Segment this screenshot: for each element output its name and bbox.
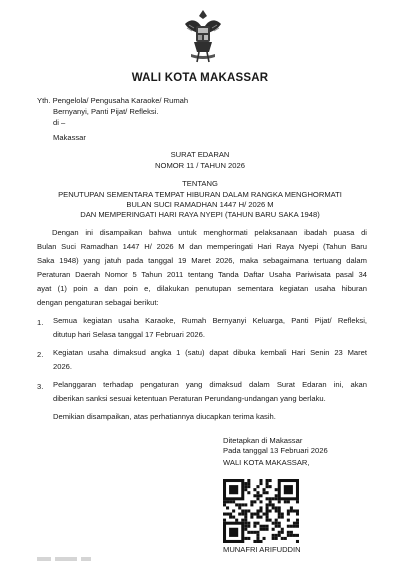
item-number: 3. [37, 382, 44, 391]
letter-subject-3: DAN MEMPERINGATI HARI RAYA NYEPI (TAHUN BARU SAKA 1948) [80, 210, 320, 219]
item-line: 2026. [53, 362, 73, 371]
letter-about: TENTANG [182, 179, 218, 188]
item-line: Semua kegiatan usaha Karaoke, Rumah Bernyanyi Keluarga, Panti Pijat/ Refleksi, [53, 316, 367, 325]
letter-type: SURAT EDARAN [170, 150, 230, 159]
item-number: 2. [37, 350, 44, 359]
intro-line: dengan pengaturan sebagai berikut: [37, 298, 159, 307]
item-line: diberikan sanksi sesuai ketentuan Peraturan Perundang-undangan yang berlaku. [53, 394, 326, 403]
item-line: Pelanggaran terhadap pengaturan yang dimaksud dalam Surat Edaran ini, akan [53, 380, 367, 389]
qr-code-icon [223, 479, 299, 543]
list-item [53, 314, 367, 342]
signature-office: WALI KOTA MAKASSAR, [223, 458, 310, 467]
intro-line: Saka 1948) yang jatuh pada tanggal 19 Maret 2026, maka sebagaimana tertuang dalam [37, 256, 367, 265]
item-number: 1. [37, 318, 44, 327]
intro-line: ayat (1) poin a dan poin e, dilakukan penutupan sementara kegiatan usaha hiburan [37, 284, 367, 293]
letterhead-title: WALI KOTA MAKASSAR [131, 72, 269, 84]
item-line: Kegiatan usaha dimaksud angka 1 (satu) dapat dibuka kembali Hari Senin 23 Maret [53, 348, 367, 357]
signature-date: Pada tanggal 13 Februari 2026 [223, 446, 328, 455]
intro-line: Bulan Suci Ramadhan 1447 H/ 2026 M dan memperingati Hari Raya Nyepi (Tahun Baru [37, 242, 367, 251]
intro-line: Peraturan Daerah Nomor 5 Tahun 2011 tentang Tanda Daftar Usaha Pariwisata pasal 34 [37, 270, 367, 279]
signature-place: Ditetapkan di Makassar [223, 436, 303, 445]
intro-paragraph [37, 226, 367, 310]
item-line: ditutup hari Selasa tanggal 17 Februari 2026. [53, 330, 205, 339]
signature-name: MUNAFRI ARIFUDDIN [223, 545, 301, 554]
list-item [53, 346, 367, 374]
closing-text: Demikian disampaikan, atas perhatiannya diucapkan terima kasih. [53, 412, 276, 421]
letter-subject-2: BULAN SUCI RAMADHAN 1447 H/ 2026 M [126, 200, 274, 209]
address-line-1: Yth. Pengelola/ Pengusaha Karaoke/ Rumah [37, 96, 189, 105]
garuda-emblem-icon [183, 8, 223, 66]
address-line-4: Makassar [53, 133, 86, 142]
address-line-2: Bernyanyi, Panti Pijat/ Refleksi. [53, 107, 159, 116]
footer-faded-text [37, 556, 137, 562]
address-line-3: di – [53, 118, 66, 127]
letter-subject-1: PENUTUPAN SEMENTARA TEMPAT HIBURAN DALAM RANGKA MENGHORMATI [58, 190, 342, 199]
intro-line: Dengan ini disampaikan bahwa untuk menghormati pelaksanaan ibadah puasa di [52, 228, 367, 237]
list-item [53, 378, 367, 406]
letter-number: NOMOR 11 / TAHUN 2026 [155, 161, 245, 170]
